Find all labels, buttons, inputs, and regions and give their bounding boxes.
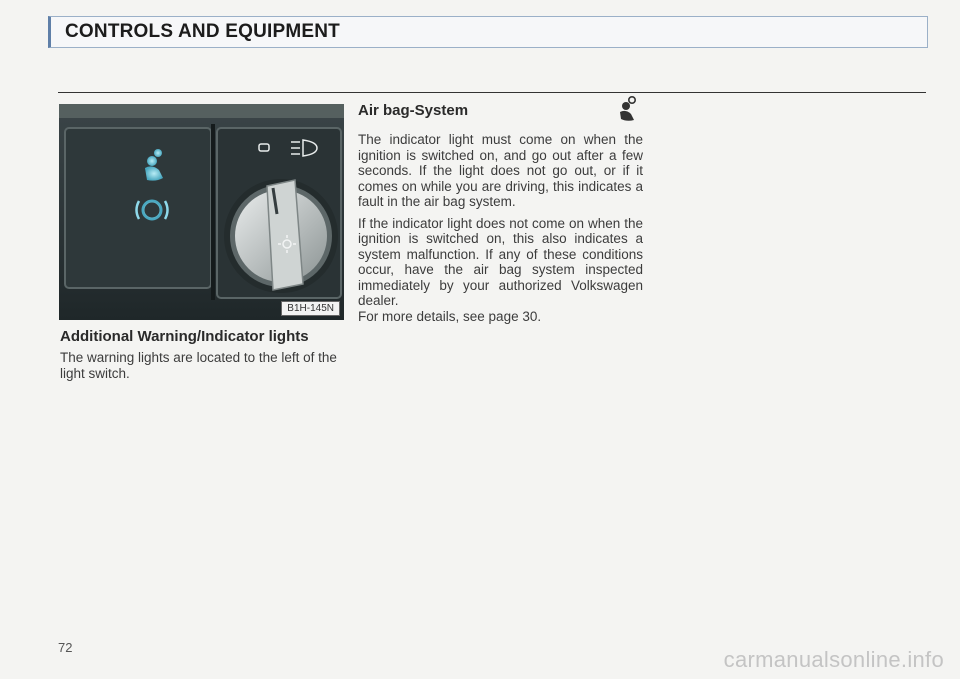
page-number: 72 <box>58 640 73 655</box>
airbag-icon <box>617 96 639 126</box>
airbag-paragraph-3: For more details, see page 30. <box>358 308 542 324</box>
dashboard-photo <box>59 104 344 320</box>
top-divider <box>58 92 926 93</box>
airbag-paragraph-1: The indicator light must come on when the ignition is switched on, and go out after a few seconds. If the light does not go out, or if it comes on while you are driving, this indicates a fault in the air bag system. <box>358 132 643 209</box>
airbag-heading-row <box>358 102 643 124</box>
watermark: carmanualsonline.info <box>723 647 944 672</box>
airbag-section <box>358 102 643 324</box>
airbag-heading: Air bag-System <box>358 102 469 119</box>
warning-lights-text: The warning lights are located to the left of the light switch. <box>60 350 337 381</box>
dashboard-illustration <box>59 104 344 320</box>
warning-lights-heading: Additional Warning/Indicator lights <box>60 328 309 345</box>
airbag-paragraph-2: If the indicator light does not come on when the ignition is switched on, this also indicates a system malfunction. If any of these conditions occur, have the air bag system inspected immediately by your authorized Volkswagen dealer. <box>358 215 643 308</box>
figure-id-label: B1H-145N <box>281 301 340 316</box>
section-header <box>48 16 928 48</box>
section-title: CONTROLS AND EQUIPMENT <box>65 21 340 42</box>
